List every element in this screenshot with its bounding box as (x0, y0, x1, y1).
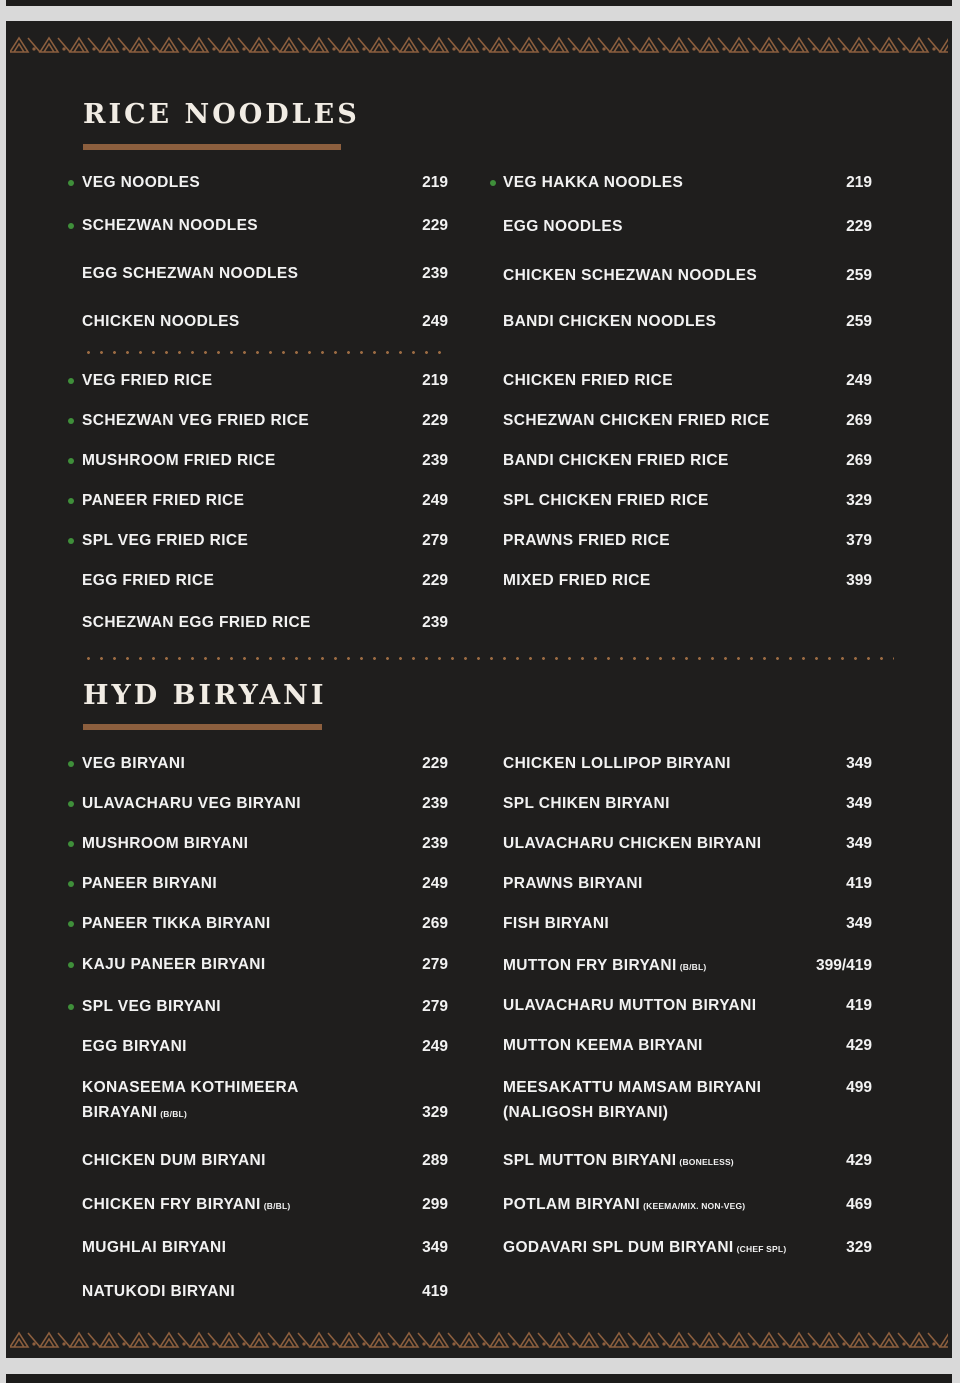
menu-item-price: 249 (422, 875, 448, 892)
border-motif (70, 1333, 88, 1347)
menu-item-schezwan-egg-fried-rice (82, 614, 311, 632)
border-motif (220, 38, 238, 52)
menu-item-name: BANDI CHICKEN FRIED RICE (503, 452, 729, 469)
menu-item-name: VEG BIRYANI (82, 755, 186, 772)
menu-item-note: (CHEF SPL) (736, 1244, 787, 1254)
border-dot (482, 1342, 485, 1345)
border-motif (280, 38, 298, 52)
border-motif (340, 1333, 358, 1347)
menu-item-mushroom-biryani (82, 835, 248, 853)
menu-item-name: ULAVACHARU VEG BIRYANI (82, 795, 301, 812)
border-motif (370, 1333, 388, 1347)
menu-item-price: 329 (422, 1104, 448, 1121)
menu-item-price: 349 (846, 915, 872, 932)
border-motif (460, 38, 478, 52)
menu-item-potlam-biryani (503, 1196, 745, 1215)
menu-item-price: 239 (422, 795, 448, 812)
menu-item-price: 349 (846, 755, 872, 772)
border-dot (602, 47, 605, 50)
menu-item-price: 399 (846, 572, 872, 589)
menu-item-price: 349 (846, 835, 872, 852)
border-dot (92, 1342, 95, 1345)
menu-item-price: 229 (422, 217, 448, 234)
menu-item-name: VEG HAKKA NOODLES (503, 174, 684, 191)
border-motif (220, 1333, 238, 1347)
border-dot (242, 47, 245, 50)
menu-item-name: BANDI CHICKEN NOODLES (503, 313, 717, 330)
border-dot (572, 47, 575, 50)
menu-item-bandi-chicken-noodles (503, 313, 716, 331)
border-motif (910, 1333, 928, 1347)
border-motif (670, 1333, 688, 1347)
border-motif (490, 1333, 508, 1347)
hyd-biryani-heading: HYD BIRYANI (83, 680, 327, 711)
menu-item-price: 429 (846, 1152, 872, 1169)
border-dot (512, 1342, 515, 1345)
border-dot (782, 47, 785, 50)
menu-item-meesakattu-mamsam-biryani-naligosh-biryani (503, 1075, 793, 1125)
menu-item-price: 269 (846, 412, 872, 429)
border-motif (310, 1333, 328, 1347)
menu-item-name: SPL CHIKEN BIRYANI (503, 795, 670, 812)
menu-item-prawns-fried-rice (503, 532, 670, 550)
top-decorative-border (10, 35, 948, 55)
menu-item-price: 239 (422, 835, 448, 852)
menu-item-price: 469 (846, 1196, 872, 1213)
menu-item-name: EGG FRIED RICE (82, 572, 215, 589)
menu-item-paneer-fried-rice (82, 492, 244, 510)
menu-item-mutton-keema-biryani (503, 1037, 703, 1055)
veg-indicator-icon (68, 761, 74, 767)
border-motif (850, 38, 868, 52)
menu-item-name: EGG SCHEZWAN NOODLES (82, 265, 299, 282)
noodles-rice-divider (82, 351, 448, 354)
menu-item-natukodi-biryani (82, 1283, 235, 1301)
border-motif (280, 1333, 298, 1347)
border-dot (62, 47, 65, 50)
border-motif (10, 1333, 28, 1347)
menu-item-name: CHICKEN FRY BIRYANI (82, 1196, 261, 1213)
menu-page (6, 21, 952, 1358)
border-motif (520, 1333, 538, 1347)
menu-item-note: (BONELESS) (679, 1157, 734, 1167)
border-dot (122, 1342, 125, 1345)
menu-item-paneer-biryani (82, 875, 217, 893)
menu-item-name: CHICKEN SCHEZWAN NOODLES (503, 267, 758, 284)
menu-item-chicken-noodles (82, 313, 240, 331)
border-motif (550, 38, 568, 52)
border-dot (542, 1342, 545, 1345)
menu-item-chicken-lollipop-biryani (503, 755, 731, 773)
border-motif (460, 1333, 478, 1347)
previous-page-edge (6, 0, 952, 6)
border-dot (842, 1342, 845, 1345)
menu-item-price: 419 (846, 875, 872, 892)
menu-item-egg-biryani (82, 1038, 187, 1056)
menu-item-spl-chicken-fried-rice (503, 492, 709, 510)
veg-indicator-icon (68, 881, 74, 887)
menu-item-kaju-paneer-biryani (82, 956, 266, 974)
menu-item-schezwan-chicken-fried-rice (503, 412, 770, 430)
menu-item-ulavacharu-chicken-biryani (503, 835, 761, 853)
menu-item-spl-veg-biryani (82, 998, 221, 1016)
menu-item-note: (B/BL) (679, 962, 707, 972)
border-dot (542, 47, 545, 50)
menu-item-price: 259 (846, 267, 872, 284)
menu-item-price: 399/419 (815, 957, 872, 974)
menu-item-name: SPL VEG BIRYANI (82, 998, 221, 1015)
border-dot (422, 1342, 425, 1345)
border-dot (872, 1342, 875, 1345)
border-dot (632, 47, 635, 50)
border-motif (700, 38, 718, 52)
menu-item-name: CHICKEN DUM BIRYANI (82, 1152, 266, 1169)
border-dot (932, 1342, 935, 1345)
border-motif (610, 1333, 628, 1347)
border-dot (722, 1342, 725, 1345)
menu-item-price: 419 (422, 1283, 448, 1300)
menu-item-price: 289 (422, 1152, 448, 1169)
border-dot (152, 47, 155, 50)
menu-item-name: PANEER TIKKA BIRYANI (82, 915, 271, 932)
menu-item-chicken-fry-biryani (82, 1196, 290, 1215)
menu-item-price: 499 (846, 1079, 872, 1096)
border-motif (160, 38, 178, 52)
menu-item-name: NATUKODI BIRYANI (82, 1283, 236, 1300)
veg-indicator-icon (490, 180, 496, 186)
border-motif (310, 38, 328, 52)
border-motif (70, 38, 88, 52)
border-dot (92, 47, 95, 50)
border-motif (100, 38, 118, 52)
border-motif (370, 38, 388, 52)
border-dot (572, 1342, 575, 1345)
menu-item-price: 219 (846, 174, 872, 191)
menu-item-name: KAJU PANEER BIRYANI (82, 956, 266, 973)
border-motif (40, 1333, 58, 1347)
menu-item-name: PRAWNS BIRYANI (503, 875, 643, 892)
border-motif (340, 38, 358, 52)
menu-item-name: ULAVACHARU CHICKEN BIRYANI (503, 835, 762, 852)
menu-item-price: 229 (422, 412, 448, 429)
menu-item-name: SPL MUTTON BIRYANI (503, 1152, 677, 1169)
border-motif (820, 1333, 838, 1347)
border-dot (512, 47, 515, 50)
menu-item-price: 239 (422, 614, 448, 631)
border-motif (130, 38, 148, 52)
menu-item-egg-noodles (503, 218, 623, 236)
menu-item-name: CHICKEN FRIED RICE (503, 372, 673, 389)
border-dot (392, 47, 395, 50)
menu-item-schezwan-veg-fried-rice (82, 412, 309, 430)
menu-item-name: MUSHROOM BIRYANI (82, 835, 249, 852)
border-dot (722, 47, 725, 50)
menu-item-name: PANEER BIRYANI (82, 875, 218, 892)
border-motif (190, 1333, 208, 1347)
border-motif (850, 1333, 868, 1347)
next-page-edge (6, 1374, 952, 1383)
menu-item-price: 239 (422, 452, 448, 469)
menu-item-ulavacharu-veg-biryani (82, 795, 301, 813)
border-dot (902, 47, 905, 50)
menu-item-prawns-biryani (503, 875, 643, 893)
veg-indicator-icon (68, 921, 74, 927)
border-dot (332, 1342, 335, 1345)
menu-item-price: 279 (422, 998, 448, 1015)
border-dot (452, 1342, 455, 1345)
menu-item-godavari-spl-dum-biryani (503, 1239, 786, 1258)
menu-item-name: EGG BIRYANI (82, 1038, 187, 1055)
rice-noodles-heading: RICE NOODLES (83, 99, 360, 130)
menu-item-name: ULAVACHARU MUTTON BIRYANI (503, 997, 757, 1014)
menu-item-mughlai-biryani (82, 1239, 226, 1257)
border-dot (932, 47, 935, 50)
menu-item-price: 229 (422, 755, 448, 772)
menu-item-price: 329 (846, 492, 872, 509)
menu-item-price: 239 (422, 265, 448, 282)
border-motif (160, 1333, 178, 1347)
menu-item-name: SCHEZWAN EGG FRIED RICE (82, 614, 311, 631)
menu-item-price: 229 (422, 572, 448, 589)
menu-item-name: SPL CHICKEN FRIED RICE (503, 492, 709, 509)
menu-item-name: EGG NOODLES (503, 218, 623, 235)
border-motif (250, 38, 268, 52)
border-motif (130, 1333, 148, 1347)
menu-item-price: 249 (422, 313, 448, 330)
border-dot (212, 1342, 215, 1345)
menu-item-name: POTLAM BIRYANI (503, 1196, 641, 1213)
border-dot (182, 47, 185, 50)
border-dot (362, 47, 365, 50)
menu-item-chicken-dum-biryani (82, 1152, 266, 1170)
border-dot (272, 1342, 275, 1345)
menu-item-price: 249 (846, 372, 872, 389)
menu-item-mutton-fry-biryani (503, 957, 706, 976)
menu-item-price: 279 (422, 956, 448, 973)
border-dot (32, 1342, 35, 1345)
menu-item-name: CHICKEN LOLLIPOP BIRYANI (503, 755, 731, 772)
border-dot (692, 47, 695, 50)
border-motif (910, 38, 928, 52)
border-motif (880, 1333, 898, 1347)
border-motif (820, 38, 838, 52)
menu-item-egg-schezwan-noodles (82, 265, 298, 283)
menu-item-name: MEESAKATTU MAMSAM BIRYANI (NALIGOSH BIRYANI) (503, 1079, 762, 1121)
menu-item-name: FISH BIRYANI (503, 915, 610, 932)
menu-item-name: VEG FRIED RICE (82, 372, 213, 389)
menu-item-price: 219 (422, 174, 448, 191)
menu-item-mixed-fried-rice (503, 572, 651, 590)
border-dot (452, 47, 455, 50)
border-dot (812, 47, 815, 50)
menu-item-egg-fried-rice (82, 572, 214, 590)
menu-item-price: 349 (846, 795, 872, 812)
border-motif (670, 38, 688, 52)
border-dot (302, 47, 305, 50)
border-motif (100, 1333, 118, 1347)
border-motif (940, 38, 948, 52)
menu-item-fish-biryani (503, 915, 609, 933)
border-motif (430, 1333, 448, 1347)
menu-item-name: MUGHLAI BIRYANI (82, 1239, 227, 1256)
veg-indicator-icon (68, 1004, 74, 1010)
border-dot (692, 1342, 695, 1345)
menu-item-name: PRAWNS FRIED RICE (503, 532, 670, 549)
menu-item-name: SCHEZWAN CHICKEN FRIED RICE (503, 412, 770, 429)
veg-indicator-icon (68, 458, 74, 464)
menu-item-name: MUSHROOM FRIED RICE (82, 452, 276, 469)
menu-item-veg-fried-rice (82, 372, 212, 390)
menu-item-spl-veg-fried-rice (82, 532, 248, 550)
menu-item-veg-hakka-noodles (503, 174, 683, 192)
border-dot (782, 1342, 785, 1345)
border-motif (580, 1333, 598, 1347)
border-dot (302, 1342, 305, 1345)
border-motif (730, 38, 748, 52)
border-dot (392, 1342, 395, 1345)
veg-indicator-icon (68, 378, 74, 384)
menu-item-price: 269 (422, 915, 448, 932)
border-dot (422, 47, 425, 50)
menu-item-name: SCHEZWAN NOODLES (82, 217, 259, 234)
menu-item-price: 329 (846, 1239, 872, 1256)
menu-item-name: MIXED FRIED RICE (503, 572, 651, 589)
veg-indicator-icon (68, 538, 74, 544)
border-dot (482, 47, 485, 50)
border-motif (640, 1333, 658, 1347)
border-dot (212, 47, 215, 50)
border-motif (640, 38, 658, 52)
border-motif (790, 38, 808, 52)
menu-item-price: 269 (846, 452, 872, 469)
menu-item-name: CHICKEN NOODLES (82, 313, 240, 330)
border-dot (902, 1342, 905, 1345)
border-dot (332, 47, 335, 50)
menu-item-name: PANEER FRIED RICE (82, 492, 245, 509)
border-motif (700, 1333, 718, 1347)
border-dot (182, 1342, 185, 1345)
border-dot (602, 1342, 605, 1345)
border-dot (842, 47, 845, 50)
border-dot (242, 1342, 245, 1345)
menu-item-price: 249 (422, 492, 448, 509)
border-dot (752, 47, 755, 50)
menu-item-price: 379 (846, 532, 872, 549)
menu-item-note: (KEEMA/MIX. NON-VEG) (643, 1201, 746, 1211)
border-motif (580, 38, 598, 52)
border-dot (632, 1342, 635, 1345)
border-dot (32, 47, 35, 50)
border-dot (152, 1342, 155, 1345)
border-dot (872, 47, 875, 50)
menu-item-price: 259 (846, 313, 872, 330)
menu-item-chicken-schezwan-noodles (503, 267, 757, 285)
menu-item-name: SCHEZWAN VEG FRIED RICE (82, 412, 310, 429)
border-motif (760, 1333, 778, 1347)
border-dot (122, 47, 125, 50)
menu-item-spl-mutton-biryani (503, 1152, 734, 1171)
border-motif (430, 38, 448, 52)
veg-indicator-icon (68, 418, 74, 424)
menu-item-price: 349 (422, 1239, 448, 1256)
menu-item-price: 279 (422, 532, 448, 549)
border-dot (272, 47, 275, 50)
menu-item-note: (B/BL) (263, 1201, 291, 1211)
veg-indicator-icon (68, 223, 74, 229)
border-motif (40, 38, 58, 52)
menu-item-name: MUTTON KEEMA BIRYANI (503, 1037, 703, 1054)
border-motif (520, 38, 538, 52)
menu-item-bandi-chicken-fried-rice (503, 452, 729, 470)
border-motif (400, 38, 418, 52)
menu-item-konaseema-kothimeera-birayani (82, 1075, 322, 1127)
border-motif (610, 38, 628, 52)
border-motif (730, 1333, 748, 1347)
border-dot (662, 1342, 665, 1345)
hyd-biryani-underline (83, 724, 322, 730)
border-motif (400, 1333, 418, 1347)
menu-item-schezwan-noodles (82, 217, 258, 235)
border-dot (362, 1342, 365, 1345)
menu-item-price: 249 (422, 1038, 448, 1055)
border-motif (10, 38, 28, 52)
border-motif (790, 1333, 808, 1347)
menu-item-name: GODAVARI SPL DUM BIRYANI (503, 1239, 734, 1256)
veg-indicator-icon (68, 801, 74, 807)
border-motif (880, 38, 898, 52)
border-motif (550, 1333, 568, 1347)
border-dot (752, 1342, 755, 1345)
menu-item-price: 419 (846, 997, 872, 1014)
border-motif (940, 1333, 948, 1347)
rice-noodles-underline (83, 144, 341, 150)
border-motif (190, 38, 208, 52)
border-dot (62, 1342, 65, 1345)
menu-item-veg-biryani (82, 755, 185, 773)
section-divider (82, 657, 894, 660)
menu-item-chicken-fried-rice (503, 372, 673, 390)
veg-indicator-icon (68, 841, 74, 847)
menu-item-name: KONASEEMA KOTHIMEERA BIRAYANI (82, 1079, 299, 1121)
bottom-decorative-border (10, 1330, 948, 1350)
menu-item-ulavacharu-mutton-biryani (503, 997, 756, 1015)
menu-item-paneer-tikka-biryani (82, 915, 271, 933)
border-dot (662, 47, 665, 50)
border-motif (250, 1333, 268, 1347)
menu-item-price: 219 (422, 372, 448, 389)
menu-item-veg-noodles (82, 174, 200, 192)
border-dot (812, 1342, 815, 1345)
veg-indicator-icon (68, 962, 74, 968)
veg-indicator-icon (68, 180, 74, 186)
menu-item-spl-chiken-biryani (503, 795, 670, 813)
menu-item-price: 299 (422, 1196, 448, 1213)
menu-item-mushroom-fried-rice (82, 452, 276, 470)
menu-item-name: VEG NOODLES (82, 174, 201, 191)
menu-item-note: (B/BL) (160, 1109, 187, 1119)
menu-item-name: SPL VEG FRIED RICE (82, 532, 249, 549)
veg-indicator-icon (68, 498, 74, 504)
border-motif (490, 38, 508, 52)
menu-item-price: 229 (846, 218, 872, 235)
menu-item-price: 429 (846, 1037, 872, 1054)
menu-item-name: MUTTON FRY BIRYANI (503, 957, 677, 974)
border-motif (760, 38, 778, 52)
